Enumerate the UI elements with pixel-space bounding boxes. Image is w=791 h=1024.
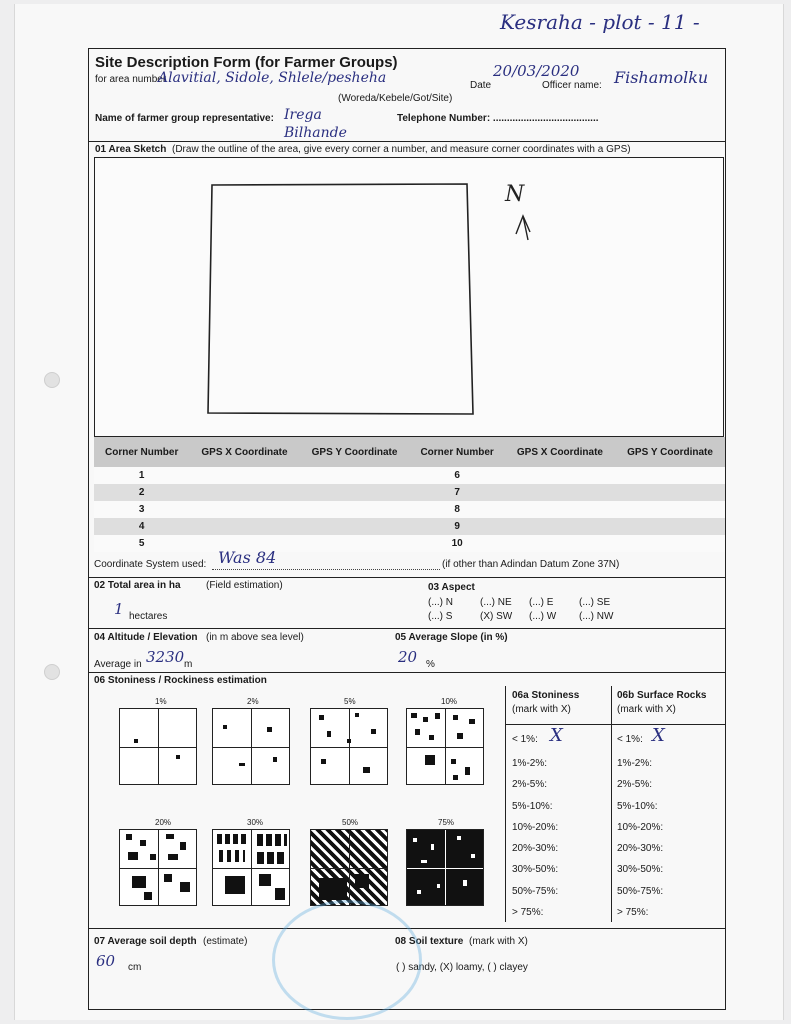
telephone-label[interactable]: Telephone Number: ...................................... — [397, 113, 599, 124]
aspect-sw[interactable]: (X) SW — [480, 611, 513, 622]
stoniness-heading: 06 Stoniness / Rockiness estimation — [94, 675, 267, 686]
rocks-row-50-75[interactable]: 50%-75%: — [617, 886, 664, 897]
stoniness-row-2-5[interactable]: 2%-5%: — [512, 779, 548, 790]
stoniness-row-gt75[interactable]: > 75%: — [512, 907, 544, 918]
stoniness-grid-20pct — [119, 829, 197, 906]
col-gps-x-2: GPS X Coordinate — [505, 437, 615, 467]
coord-system-value[interactable]: Was 84 — [218, 548, 277, 567]
surface-rocks-col-title: 06b Surface Rocks — [617, 690, 707, 701]
surface-rocks-mark[interactable]: X — [652, 725, 665, 746]
slope-heading: 05 Average Slope (in %) — [395, 632, 508, 643]
gps-table — [94, 437, 725, 552]
rocks-row-2-5[interactable]: 2%-5%: — [617, 779, 653, 790]
punch-hole-bottom — [44, 664, 60, 680]
sketch-heading: 01 Area Sketch — [95, 144, 167, 155]
total-area-sub: (Field estimation) — [206, 580, 283, 591]
stoniness-row-5-10[interactable]: 5%-10%: — [512, 801, 553, 812]
stoniness-col-title: 06a Stoniness — [512, 690, 580, 701]
total-area-heading: 02 Total area in ha — [94, 580, 181, 591]
stoniness-col-sub: (mark with X) — [512, 704, 571, 715]
official-stamp — [272, 900, 422, 1020]
soil-depth-value[interactable]: 60 — [96, 952, 116, 970]
stoniness-grid-50pct — [310, 829, 388, 906]
grid-label-2: 2% — [247, 697, 259, 706]
date-label: Date — [470, 80, 492, 91]
grid-label-50: 50% — [342, 818, 359, 827]
total-area-unit: hectares — [129, 611, 168, 622]
stoniness-grid-30pct — [212, 829, 290, 906]
date-value[interactable]: 20/03/2020 — [493, 62, 580, 80]
grid-label-30: 30% — [247, 818, 264, 827]
coord-system-label: Coordinate System used: — [94, 559, 207, 570]
aspect-ne[interactable]: (...) NE — [480, 597, 512, 608]
total-area-value[interactable]: 1 — [114, 600, 124, 618]
stoniness-row-lt1[interactable]: < 1%: — [512, 734, 538, 745]
aspect-e[interactable]: (...) E — [529, 597, 554, 608]
col-corner-number-2: Corner Number — [409, 437, 504, 467]
form-title: Site Description Form (for Farmer Groups) — [95, 54, 398, 71]
woreda-label: (Woreda/Kebele/Got/Site) — [338, 93, 453, 104]
rocks-row-1-2[interactable]: 1%-2%: — [617, 758, 653, 769]
stoniness-mark[interactable]: X — [550, 725, 563, 746]
grid-label-5: 5% — [344, 697, 356, 706]
header-handwritten-note: Kesraha - plot - 11 - — [500, 10, 700, 34]
col-gps-x: GPS X Coordinate — [189, 437, 299, 467]
officer-value[interactable]: Fishamolku — [614, 68, 709, 87]
stoniness-grid-75pct — [406, 829, 484, 906]
altitude-unit: m — [184, 659, 193, 670]
representative-label: Name of farmer group representative: — [95, 113, 274, 124]
coord-system-note: (if other than Adindan Datum Zone 37N) — [442, 559, 620, 570]
slope-value[interactable]: 20 — [398, 648, 418, 666]
grid-label-75: 75% — [438, 818, 455, 827]
col-gps-y: GPS Y Coordinate — [300, 437, 410, 467]
stoniness-grid-2pct — [212, 708, 290, 785]
aspect-heading: 03 Aspect — [428, 582, 475, 593]
aspect-nw[interactable]: (...) NW — [579, 611, 614, 622]
representative-value[interactable]: Irega Bilhande — [284, 107, 347, 141]
rocks-row-10-20[interactable]: 10%-20%: — [617, 822, 664, 833]
stoniness-grid-5pct — [310, 708, 388, 785]
area-number-label: for area number — [95, 74, 167, 85]
table-row: 3 8 — [94, 501, 725, 518]
sketch-drawing — [95, 158, 725, 438]
aspect-w[interactable]: (...) W — [529, 611, 557, 622]
rocks-row-5-10[interactable]: 5%-10%: — [617, 801, 658, 812]
aspect-s[interactable]: (...) S — [428, 611, 453, 622]
rocks-row-gt75[interactable]: > 75%: — [617, 907, 649, 918]
aspect-se[interactable]: (...) SE — [579, 597, 611, 608]
aspect-n[interactable]: (...) N — [428, 597, 453, 608]
table-row: 4 9 — [94, 518, 725, 535]
altitude-value[interactable]: 3230 — [146, 648, 185, 666]
col-gps-y-2: GPS Y Coordinate — [615, 437, 725, 467]
slope-unit: % — [426, 659, 435, 670]
col-corner-number: Corner Number — [94, 437, 189, 467]
soil-texture-value[interactable]: ( ) sandy, (X) loamy, ( ) clayey — [396, 962, 528, 973]
rocks-row-lt1[interactable]: < 1%: — [617, 734, 643, 745]
stoniness-row-10-20[interactable]: 10%-20%: — [512, 822, 559, 833]
area-number-value[interactable]: Alavitial, Sidole, Shlele/pesheha — [158, 70, 387, 86]
punch-hole-top — [44, 372, 60, 388]
sketch-instruction: (Draw the outline of the area, give every corner a number, and measure corner coordinates with a GPS) — [172, 144, 631, 155]
table-row: 2 7 — [94, 484, 725, 501]
soil-depth-unit: cm — [128, 962, 142, 973]
grid-label-20: 20% — [155, 818, 172, 827]
altitude-heading: 04 Altitude / Elevation — [94, 632, 198, 643]
soil-texture-sub: (mark with X) — [469, 936, 528, 947]
soil-depth-heading: 07 Average soil depth — [94, 936, 197, 947]
stoniness-row-1-2[interactable]: 1%-2%: — [512, 758, 548, 769]
table-row: 5 10 — [94, 535, 725, 552]
altitude-label: Average in — [94, 659, 142, 670]
grid-label-10: 10% — [441, 697, 458, 706]
area-sketch-box[interactable] — [94, 157, 724, 437]
altitude-sub: (in m above sea level) — [206, 632, 304, 643]
surface-rocks-col-sub: (mark with X) — [617, 704, 676, 715]
stoniness-grid-1pct — [119, 708, 197, 785]
stoniness-grid-10pct — [406, 708, 484, 785]
soil-texture-heading: 08 Soil texture — [395, 936, 464, 947]
stoniness-row-30-50[interactable]: 30%-50%: — [512, 864, 559, 875]
table-row: 1 6 — [94, 467, 725, 484]
stoniness-row-50-75[interactable]: 50%-75%: — [512, 886, 559, 897]
rocks-row-30-50[interactable]: 30%-50%: — [617, 864, 664, 875]
soil-depth-sub: (estimate) — [203, 936, 248, 947]
rocks-row-20-30[interactable]: 20%-30%: — [617, 843, 664, 854]
north-arrow-label: N — [505, 182, 525, 207]
officer-label: Officer name: — [542, 80, 602, 91]
grid-label-1: 1% — [155, 697, 167, 706]
stoniness-row-20-30[interactable]: 20%-30%: — [512, 843, 559, 854]
